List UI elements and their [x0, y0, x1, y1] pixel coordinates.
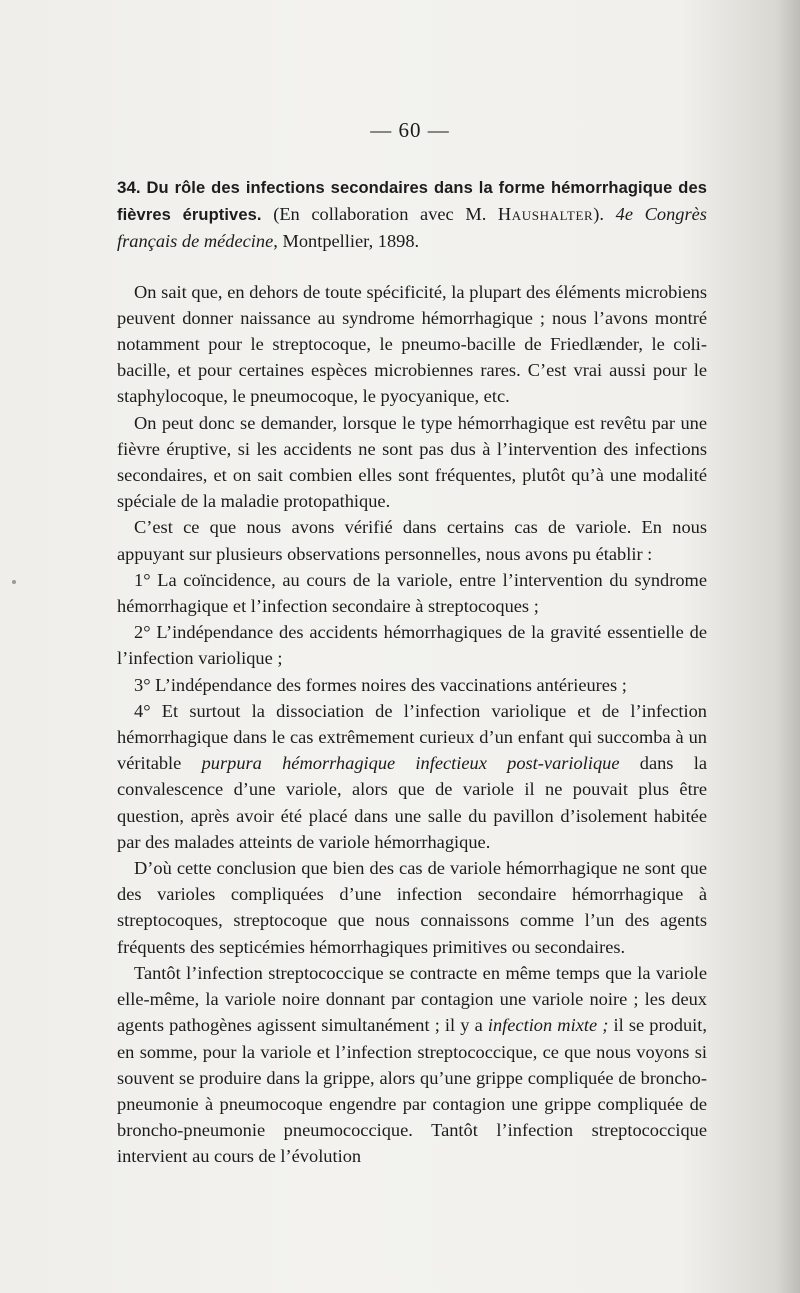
- page-number: — 60 —: [370, 118, 450, 142]
- collaboration-suffix: ).: [593, 204, 605, 225]
- entry-title: Du rôle des infections secondaires dans la forme hémorrhagique des fièvres éruptives.: [117, 179, 707, 225]
- paragraph-5: [117, 960, 707, 1170]
- paragraph-3: C’est ce que nous avons vérifié dans certains cas de variole. En nous appuyant sur plusieurs observations personnelles, nous avons pu établir :: [117, 517, 707, 564]
- venue-title: 4e Congrès français de médecine: [117, 204, 707, 252]
- paragraph-5-text-b: il se produit, en somme, pour la variole et l’infection streptococcique, ce que nous voyons si souvent se produire dans la grippe, alors qu’une grippe compliquée de broncho-pneumonie à pneumocoque engendre par contagion une grippe compliquée de broncho-pneumonie pneumococcique. Tantôt l’infection streptococcique intervient au cours de l’évolution: [117, 1015, 707, 1167]
- paragraph-5-italic: infection mixte ;: [487, 1015, 609, 1036]
- list-item-1: 1° La coïncidence, au cours de la variole, entre l’intervention du syndrome hémorrhagique et l’infection secondaire à streptocoques ;: [117, 569, 707, 617]
- page-body: [117, 174, 707, 1170]
- entry-number: 34.: [117, 178, 141, 197]
- paragraph-1: On sait que, en dehors de toute spécificité, la plupart des éléments microbiens peuvent donner naissance au syndrome hémorrhagique ; nous l’avons montré notamment pour le streptocoque, le pneumo-bacille de Friedlænder, le coli-bacille, et pour certaines espèces microbiennes rares. C’est vrai aussi pour le staphylocoque, le pneumocoque, le pyocyanique, etc.: [117, 281, 707, 407]
- list-item-4-text-a: 4° Et surtout la dissociation de l’infection variolique et de l’infection hémorrhagique dans le cas extrêmement curieux d’un enfant qui succomba à un véritable: [117, 700, 707, 774]
- list-item-4-italic: purpura hémorrhagique infectieux post-variolique: [201, 753, 620, 774]
- entry-heading: [117, 174, 707, 255]
- list-item-4-text-b: dans la convalescence d’une variole, alors que de variole il ne pouvait plus être question, après avoir été placé dans une salle du pavillon d’isolement habitée par des malades atteints de variole hémorrhagique.: [117, 753, 707, 852]
- collaboration-prefix: (En collaboration avec M.: [273, 204, 498, 225]
- collaborator-name: Haushalter: [497, 204, 594, 225]
- venue-details: , Montpellier, 1898.: [273, 231, 420, 252]
- page-speck: [12, 580, 16, 584]
- list-item-2: 2° L’indépendance des accidents hémorrhagiques de la gravité essentielle de l’infection variolique ;: [117, 622, 707, 669]
- list-item-4: [117, 698, 707, 855]
- paragraph-2: On peut donc se demander, lorsque le type hémorrhagique est revêtu par une fièvre éruptive, si les accidents ne sont pas dus à l’intervention des infections secondaires, et on sait combien elles sont fréquentes, plutôt qu’à une modalité spéciale de la maladie protopathique.: [117, 412, 707, 512]
- list-item-3: 3° L’indépendance des formes noires des vaccinations antérieures ;: [134, 674, 627, 695]
- paragraph-5-text-a: Tantôt l’infection streptococcique se contracte en même temps que la variole elle-même, la variole noire donnant par contagion une variole noire ; les deux agents pathogènes agissent simultanément ; il y a: [117, 962, 707, 1036]
- paragraph-4: D’où cette conclusion que bien des cas de variole hémorrhagique ne sont que des varioles compliquées d’une infection secondaire hémorrhagique à streptocoques, streptocoque que nous connaissons comme l’un des agents fréquents des septicémies hémorrhagiques primitives ou secondaires.: [117, 858, 707, 957]
